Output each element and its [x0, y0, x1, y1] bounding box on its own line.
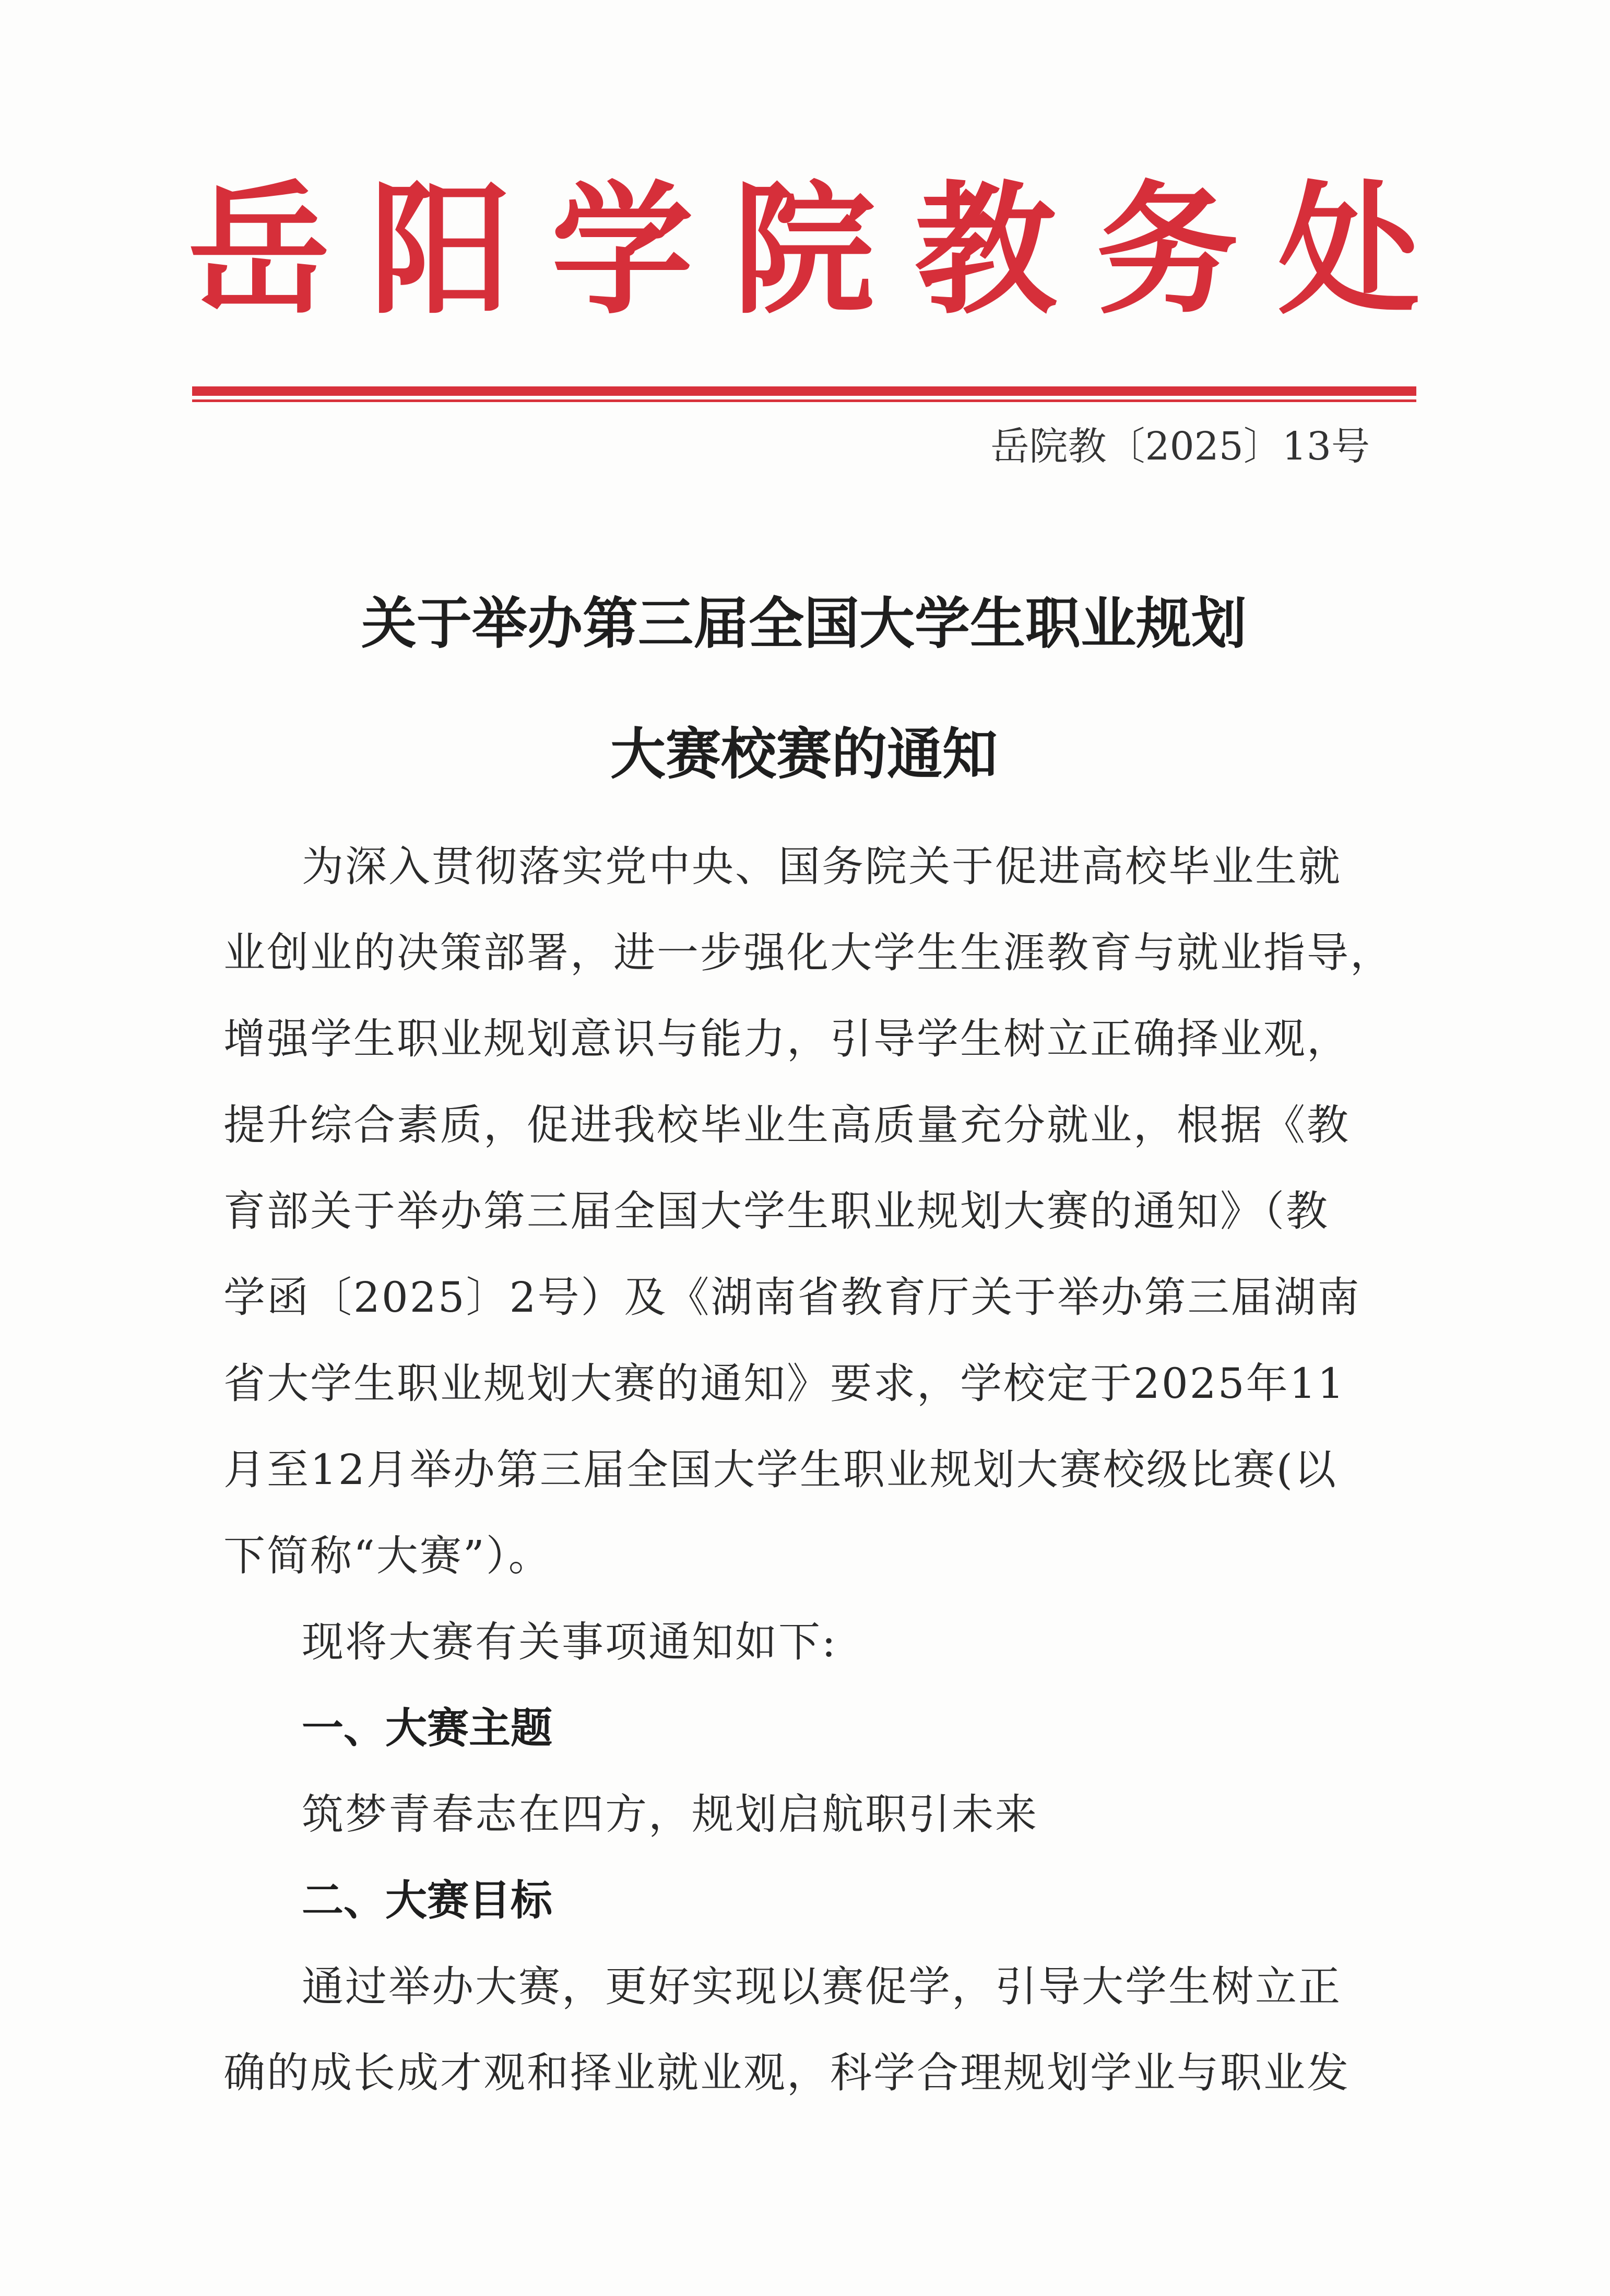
section-body-line: 确的成长成才观和择业就业观，科学合理规划学业与职业发	[223, 2048, 1350, 2097]
section-body-line: 筑梦青春志在四方，规划启航职引未来	[302, 1790, 1038, 1839]
red-divider-thin	[192, 399, 1416, 402]
notice-line: 现将大赛有关事项通知如下:	[302, 1618, 837, 1666]
paragraph-line: 业创业的决策部署，进一步强化大学生生涯教育与就业指导，	[223, 928, 1393, 977]
red-divider-thick	[192, 386, 1416, 396]
letterhead-char: 院	[733, 167, 875, 334]
letterhead-char: 务	[1096, 167, 1238, 334]
section-body-line: 通过举办大赛，更好实现以赛促学，引导大学生树立正	[302, 1962, 1342, 2011]
document-title-line-1: 关于举办第三届全国大学生职业规划	[361, 592, 1247, 656]
letterhead-char: 阳	[370, 167, 512, 334]
paragraph-line: 为深入贯彻落实党中央、国务院关于促进高校毕业生就	[302, 842, 1342, 891]
document-title-line-2: 大赛校赛的通知	[610, 722, 998, 786]
document-number: 岳院教〔2025〕13号	[990, 424, 1370, 469]
letterhead-char: 教	[915, 167, 1057, 334]
letterhead-char: 学	[551, 167, 693, 334]
paragraph-line: 提升综合素质，促进我校毕业生高质量充分就业，根据《教	[223, 1101, 1350, 1149]
letterhead-char: 处	[1278, 167, 1420, 334]
letterhead-char: 岳	[188, 167, 330, 334]
paragraph-line: 育部关于举办第三届全国大学生职业规划大赛的通知》（教	[223, 1187, 1329, 1235]
paragraph-line: 增强学生职业规划意识与能力，引导学生树立正确择业观，	[223, 1015, 1350, 1063]
paragraph-line: 下简称“大赛”）。	[223, 1532, 552, 1580]
letterhead	[188, 167, 1420, 334]
section-heading-goal: 二、大赛目标	[302, 1876, 552, 1925]
paragraph-line: 学函〔2025〕2号）及《湖南省教育厅关于举办第三届湖南	[223, 1273, 1361, 1322]
section-heading-theme: 一、大赛主题	[302, 1704, 552, 1752]
paragraph-line: 月至12月举办第三届全国大学生职业规划大赛校级比赛(以	[223, 1445, 1338, 1494]
paragraph-line: 省大学生职业规划大赛的通知》要求，学校定于2025年11	[223, 1359, 1346, 1408]
